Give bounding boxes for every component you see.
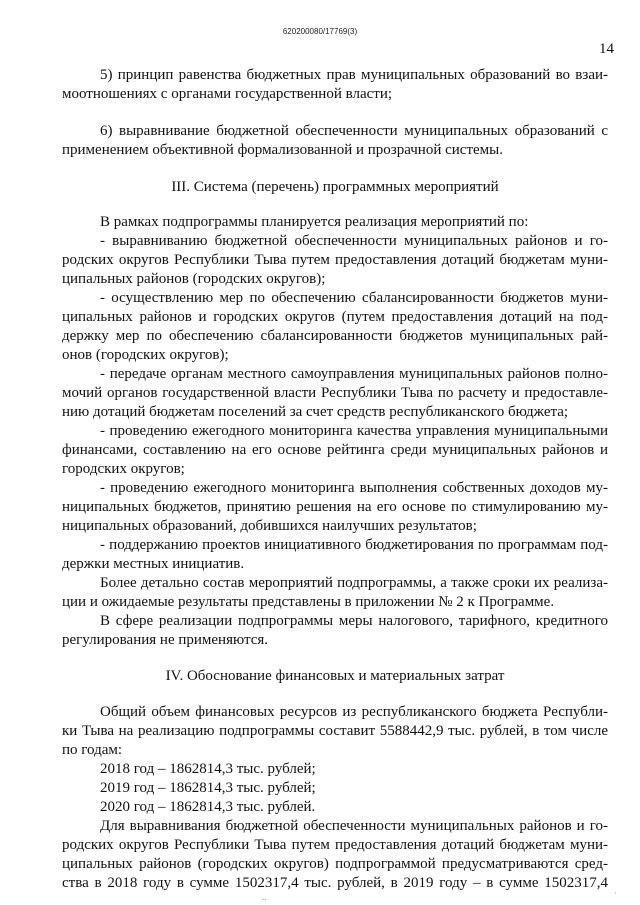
text-line: финансами, составлению на его основе рейтинга среди муниципальных районов и: [62, 442, 608, 458]
text-line: 6) выравнивание бюджетной обеспеченности муниципальных образований с: [100, 123, 608, 139]
text-line: мочий органов государственной власти Республики Тыва по расчету и предоставле-: [62, 385, 608, 401]
text-line: - выравниванию бюджетной обеспеченности муниципальных районов и го-: [100, 233, 608, 249]
section-heading-3: III. Система (перечень) программных мероприятий: [171, 179, 499, 195]
text-line: В рамках подпрограммы планируется реализация мероприятий по:: [100, 214, 529, 230]
text-line: Для выравнивания бюджетной обеспеченности муниципальных районов и го-: [100, 818, 608, 834]
scan-mark: ·: [614, 888, 617, 898]
text-line: держки местных инициатив.: [62, 556, 245, 572]
section-heading-4: IV. Обоснование финансовых и материальных затрат: [165, 668, 505, 684]
text-line: - поддержанию проектов инициативного бюджетирования по программам под-: [100, 537, 608, 553]
text-line: ки Тыва на реализацию подпрограммы составит 5588442,9 тыс. рублей, в том числе: [62, 723, 608, 739]
year-2018-line: 2018 год – 1862814,3 тыс. рублей;: [100, 761, 316, 777]
page-number: 14: [599, 41, 614, 57]
scan-mark: ..: [262, 892, 267, 902]
text-line: ниципальных образований, добившихся наилучших результатов;: [62, 518, 477, 534]
text-line: Более детально состав мероприятий подпрограммы, а также сроки их реализа-: [100, 575, 608, 591]
document-id: 620200080/17769(3): [282, 27, 358, 36]
text-line: держку мер по обеспечению сбалансированности бюджетов муниципальных рай-: [62, 328, 608, 344]
text-line: регулирования не применяются.: [62, 632, 269, 648]
text-line: ниципальных бюджетов, принятию решения на его основе по стимулированию му-: [62, 499, 608, 515]
text-line: применением объективной формализованной и прозрачной системы.: [62, 142, 503, 158]
text-line: моотношениях с органами государственной власти;: [62, 86, 393, 102]
text-line: - осуществлению мер по обеспечению сбалансированности бюджетов муни-: [100, 290, 608, 306]
year-2020-line: 2020 год – 1862814,3 тыс. рублей.: [100, 799, 316, 815]
text-line: - проведению ежегодного мониторинга качества управления муниципальными: [100, 423, 608, 439]
text-line: ции и ожидаемые результаты представлены в приложении № 2 к Программе.: [62, 594, 555, 610]
text-line: ципальных районов (городских округов) подпрограммой предусматриваются сред-: [62, 856, 608, 872]
text-line: родских округов Республики Тыва путем предоставления дотаций бюджетам муни-: [62, 837, 608, 853]
text-line: ципальных районов и городских округов (путем предоставления дотаций на под-: [62, 309, 608, 325]
text-line: онов (городских округов);: [62, 347, 229, 363]
text-line: ства в 2018 году в сумме 1502317,4 тыс. рублей, в 2019 году – в сумме 1502317,4: [62, 875, 608, 891]
text-line: родских округов Республики Тыва путем предоставления дотаций бюджетам муни-: [62, 252, 608, 268]
text-line: нию дотаций бюджетам поселений за счет средств республиканского бюджета;: [62, 404, 569, 420]
text-line: Общий объем финансовых ресурсов из республиканского бюджета Республи-: [100, 704, 608, 720]
text-line: городских округов;: [62, 461, 185, 477]
text-line: - проведению ежегодного мониторинга выполнения собственных доходов му-: [100, 480, 608, 496]
text-line: по годам:: [62, 742, 123, 758]
text-line: ципальных районов (городских округов);: [62, 271, 326, 287]
text-line: - передаче органам местного самоуправления муниципальных районов полно-: [100, 366, 608, 382]
text-line: В сфере реализации подпрограммы меры налогового, тарифного, кредитного: [100, 613, 608, 629]
text-line: 5) принцип равенства бюджетных прав муниципальных образований во взаи-: [100, 67, 608, 83]
year-2019-line: 2019 год – 1862814,3 тыс. рублей;: [100, 780, 316, 796]
